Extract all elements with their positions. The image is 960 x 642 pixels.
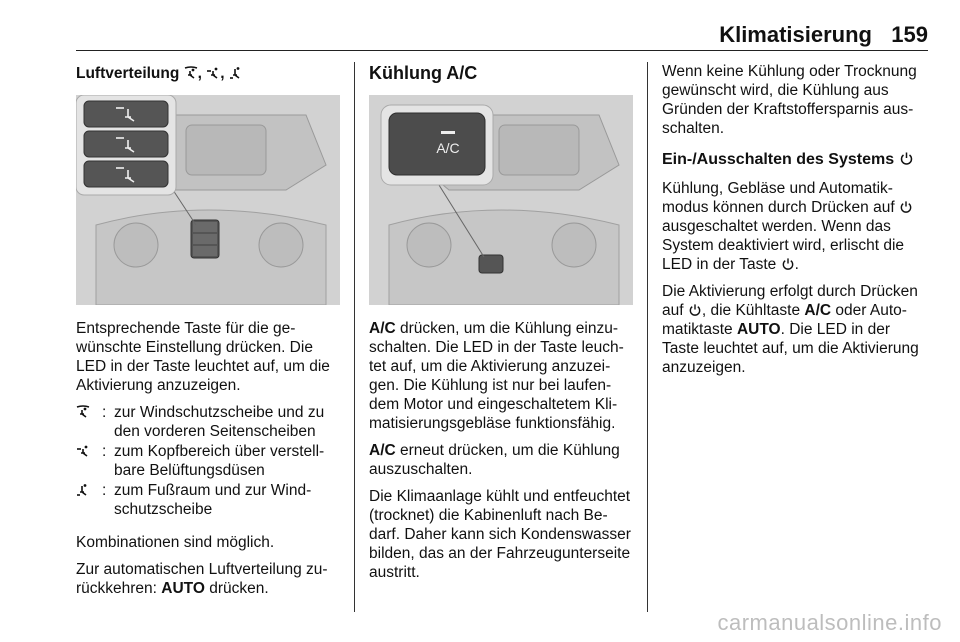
on-paragraph: Die Aktivierung erfolgt durch Drücken auf , die Kühltaste A/C oder Automatiktaste AUTO. Die LED in der Taste leuchtet auf, um die Aktivierung anzuzeigen. bbox=[662, 283, 919, 376]
figure-ac-button bbox=[369, 95, 633, 305]
fuel-saving-paragraph: Wenn keine Kühlung oder Trocknung gewünscht wird, die Kühlung aus Gründen der Kraftstoffersparnis ausschalten. bbox=[662, 63, 917, 137]
section-heading-air-distribution: Luftverteilung , , bbox=[76, 64, 340, 83]
combinations-paragraph: Kombinationen sind möglich. bbox=[76, 534, 275, 551]
column-right bbox=[662, 62, 928, 385]
chapter-title: Klimatisierung bbox=[719, 22, 872, 47]
off-paragraph: Kühlung, Gebläse und Automatikmodus können durch Drücken auf ausgeschaltet werden. Wenn das System deaktiviert wird, erlischt die LED in der Taste . bbox=[662, 179, 928, 274]
page-header bbox=[0, 8, 960, 48]
intro-paragraph: Entsprechende Taste für die gewünschte Einstellung drücken. Die LED in der Taste leuchtet auf, um die Aktivierung anzuzeigen. bbox=[76, 320, 330, 394]
column-divider bbox=[354, 62, 355, 612]
ac-off-paragraph: A/C erneut drücken, um die Kühlung auszuschalten. bbox=[369, 442, 620, 478]
illustration-ac-panel bbox=[369, 95, 633, 305]
page-number: 159 bbox=[891, 22, 928, 47]
ac-button-label: A/C bbox=[436, 140, 460, 156]
column-middle bbox=[369, 62, 633, 590]
power-icon bbox=[899, 200, 913, 214]
list-item: : zum Fußraum und zur Windschutzscheibe bbox=[76, 481, 340, 519]
auto-return-paragraph: Zur automatischen Luftverteilung zurückkehren: AUTO drücken. bbox=[76, 561, 328, 597]
footwell-vent-icon bbox=[229, 66, 243, 80]
power-icon bbox=[781, 257, 795, 271]
head-vent-icon bbox=[76, 444, 90, 458]
power-icon bbox=[899, 151, 914, 166]
list-item: : zum Kopfbereich über verstellbare Belüftungsdüsen bbox=[76, 442, 340, 480]
condensation-paragraph: Die Klimaanlage kühlt und entfeuchtet (trocknet) die Kabinenluft nach Bedarf. Daher kann sich Kondenswasser bilden, das an der Fahrzeugunterseite austritt. bbox=[369, 488, 631, 581]
air-distribution-list bbox=[76, 403, 340, 519]
watermark: carmanualsonline.info bbox=[717, 610, 942, 635]
section-heading-on-off: Ein-/Ausschalten des Systems bbox=[662, 150, 928, 169]
ac-on-paragraph: A/C drücken, um die Kühlung einzuschalten. Die LED in der Taste leuchtet auf, um die Aktivierung anzuzeigen. Die Kühlung ist nur bei laufendem Motor und eingeschaltetem Klimatisierungsgebläse funktionsfähig. bbox=[369, 320, 624, 432]
windscreen-vent-icon bbox=[184, 66, 198, 80]
section-heading-cooling: Kühlung A/C bbox=[369, 63, 478, 83]
list-item: : zur Windschutzscheibe und zu den vorderen Seitenscheiben bbox=[76, 403, 340, 441]
illustration-climate-panel bbox=[76, 95, 340, 305]
figure-air-distribution-buttons bbox=[76, 95, 340, 305]
header-rule bbox=[76, 50, 928, 51]
column-left bbox=[76, 62, 340, 606]
footwell-vent-icon bbox=[76, 483, 90, 497]
windscreen-vent-icon bbox=[76, 405, 90, 419]
column-divider bbox=[647, 62, 648, 612]
head-vent-icon bbox=[206, 66, 220, 80]
power-icon bbox=[688, 303, 702, 317]
